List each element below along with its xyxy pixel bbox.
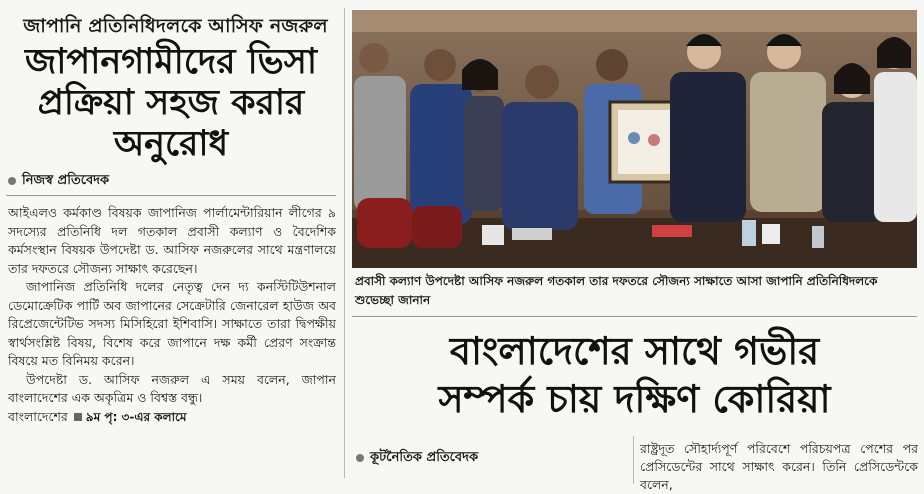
- column-divider: [344, 8, 345, 478]
- article-headline: [352, 327, 917, 423]
- headline-line: অনুরোধ: [113, 124, 229, 164]
- headline-line: প্রক্রিয়া সহজ করার: [37, 83, 305, 123]
- article-headline: [6, 42, 336, 165]
- article-body: [8, 204, 336, 426]
- paragraph: জাপানিজ প্রতিনিধি দলের নেতৃত্ব দেন দ্য কনস্টিটিউশনাল ডেমোক্রেটিক পার্টি অব জাপানের সেক্রেটারি জেনারেল হাউজ অব রিপ্রেজেন্টেটিভ সদস্য মিসিহিরো ইশিবাসি। সাক্ষাতে তারা দ্বিপক্ষীয় স্বার্থসংশ্লিষ্ট বিষয়, বিশেষ করে জাপানে দক্ষ কর্মী প্রেরণ সংক্রান্ত বিষয়ে মত বিনিময় করেন।: [8, 279, 336, 368]
- headline-line: সম্পর্ক চায় দক্ষিণ কোরিয়া: [438, 377, 831, 421]
- byline-text: কূটনৈতিক প্রতিবেদক: [370, 450, 479, 465]
- article-body-fragment: [356, 476, 626, 484]
- left-article: [0, 0, 345, 484]
- divider: [6, 195, 336, 196]
- meeting-photo-illustration: [352, 10, 917, 268]
- divider: [352, 316, 917, 317]
- headline-line: বাংলাদেশের সাথে গভীর: [449, 329, 820, 373]
- column-divider: [633, 436, 634, 484]
- framed-gift: [610, 102, 678, 182]
- news-photo: [352, 10, 917, 268]
- byline: [356, 448, 478, 469]
- last-line-text: বাংলাদেশের: [8, 408, 68, 424]
- person: [462, 59, 504, 211]
- bullet-icon: [356, 454, 364, 462]
- article-body: রাষ্ট্রদূত সৌহার্দ্যপূর্ণ পরিবেশে পরিচয়পত্র পেশের পর প্রেসিডেন্টের সাথে সাক্ষাৎ করেন। তিনি প্রেসিডেন্টকে বলেন,: [640, 441, 918, 492]
- square-bullet-icon: [74, 413, 82, 421]
- paragraph: উপদেষ্টা ড. আসিফ নজরুল এ সময় বলেন, জাপান বাংলাদেশের এক অকৃত্রিম ও বিশ্বস্ত বন্ধু।: [8, 371, 336, 405]
- continued-link[interactable]: ৯ম পৃ: ৩-এর কলামে: [85, 409, 187, 424]
- bullet-icon: [8, 177, 16, 185]
- person: [874, 37, 917, 222]
- photo-caption: প্রবাসী কল্যাণ উপদেষ্টা আসিফ নজরুল গতকাল তার দফতরে সৌজন্য সাক্ষাতে আসা জাপানি প্রতিনিধিদলকে শুভেচ্ছা জানান: [355, 274, 878, 307]
- byline: [8, 171, 109, 192]
- byline-text: নিজস্ব প্রতিবেদক: [22, 173, 110, 188]
- headline-line: জাপানগামীদের ভিসা: [24, 42, 318, 82]
- paragraph: আইএলও কর্মকাণ্ড বিষয়ক জাপানিজ পার্লামেন্টারিয়ান লীগের ৯ সদস্যের প্রতিনিধি দল গতকাল প্রবাসী কল্যাণ ও বৈদেশিক কর্মসংস্থান বিষয়ক উপদেষ্টা ড. আসিফ নজরুলের সাথে মন্ত্রণালয়ে তার দফতরে সৌজন্য সাক্ষাৎ করেছেন।: [8, 205, 336, 276]
- paragraph-last-line: [8, 408, 336, 427]
- article-kicker: জাপানি প্রতিনিধিদলকে আসিফ নজরুল: [23, 15, 328, 37]
